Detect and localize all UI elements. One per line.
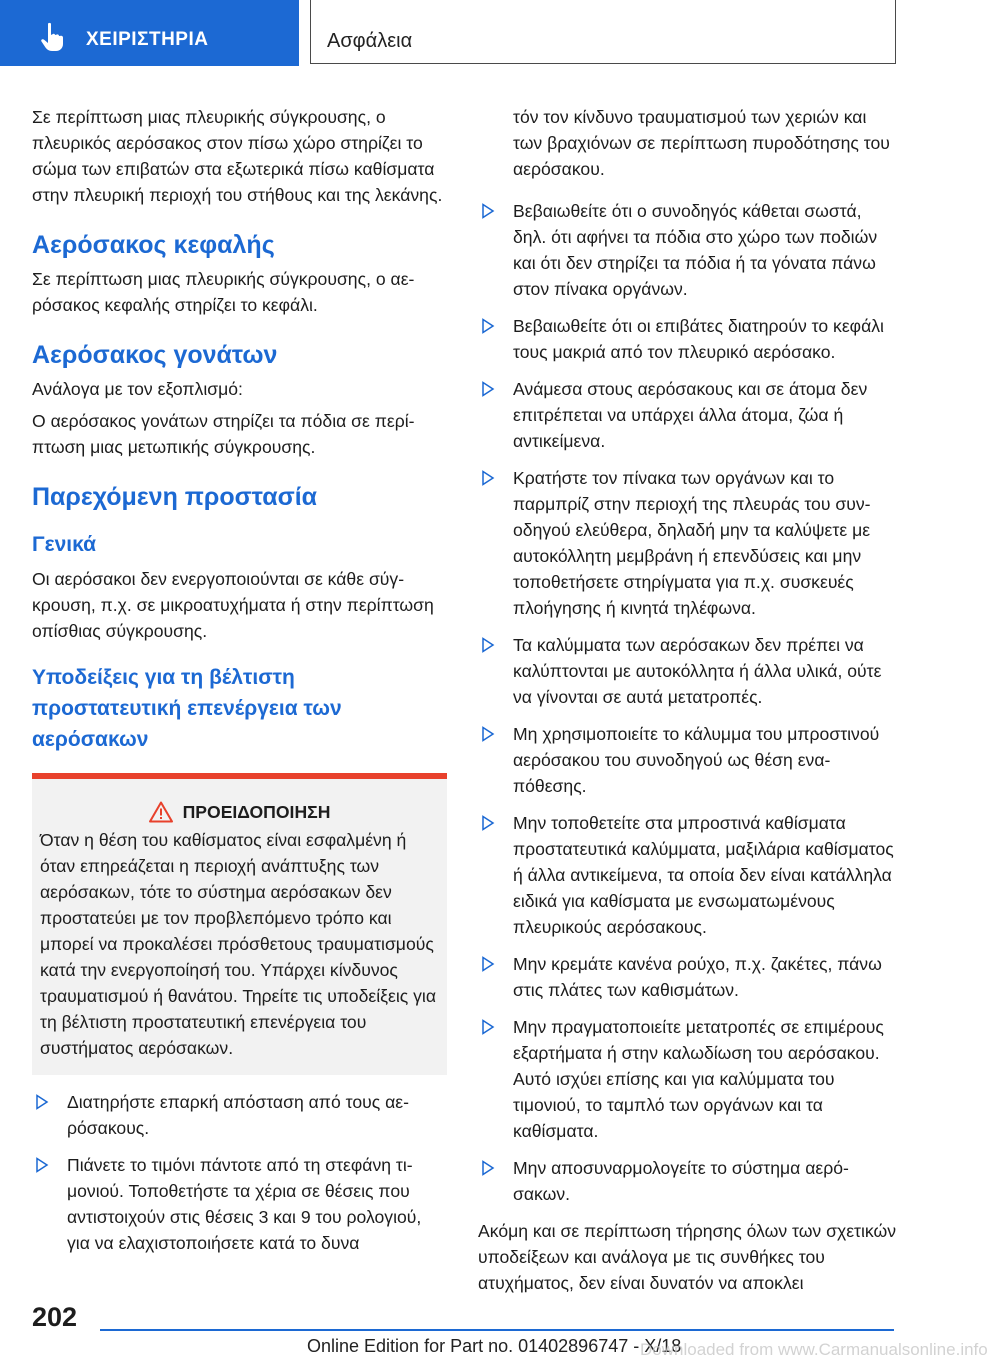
list-item: Πιάνετε το τιμόνι πάντοτε από τη στεφάνη τιμονιού. Τοποθετήστε τα χέρια σε θέσεις που αντιστοιχούν στις θέσεις 3 και 9 του ρολογιού, για να ελαχιστοποιήσετε κατά το δυνα [32, 1152, 447, 1256]
list-item: Τα καλύμματα των αερόσακων δεν πρέπει να καλύπτονται με αυτοκόλλητα ή άλλα υλικά, ούτε να γίνονται σε αυτά μετατροπές. [478, 632, 898, 710]
section-tab[interactable] [0, 0, 299, 66]
list-item: Μην αποσυναρμολογείτε το σύστημα αερόσακων. [478, 1155, 898, 1207]
general-text: Οι αερόσακοι δεν ενεργοποιούνται σε κάθε σύγκρουση, π.χ. σε μικροατυχήματα ή στην περίπτωση οπίσθιας σύγκρουσης. [32, 569, 434, 641]
right-column [478, 104, 898, 1302]
hand-pointer-icon [40, 22, 66, 52]
list-item: Βεβαιωθείτε ότι ο συνοδηγός κάθεται σωστά, δηλ. ότι αφήνει τα πόδια στο χώρο των ποδιών και ότι δεν στηρίζει τα πόδια ή τα γόνατα πάνω στον πίνακα οργάνων. [478, 198, 898, 302]
bullet-triangle-icon [481, 726, 495, 742]
bullet-triangle-icon [35, 1157, 49, 1173]
chapter-header [310, 0, 896, 64]
bullet-triangle-icon [35, 1094, 49, 1110]
left-column [32, 104, 447, 1267]
heading-knee-airbag: Αερόσακος γονάτων [32, 341, 278, 369]
heading-tips: Υποδείξεις για τη βέλτιστη προστατευτική επενέργεια των αερόσακων [32, 666, 342, 751]
warning-triangle-icon [149, 801, 173, 823]
list-item: Βεβαιωθείτε ότι οι επιβάτες διατηρούν το κεφάλι τους μακριά από τον πλευρικό αερόσακο. [478, 313, 898, 365]
edition-footer: Online Edition for Part no. 01402896747 - X/18 [307, 1336, 682, 1356]
list-item: Μην πραγματοποιείτε μετατροπές σε επιμέρους εξαρτήματα ή στην καλωδίωση του αερόσακου. Αυτό ισχύει επίσης και για καλύμματα του τιμονιού, το ταμπλό των οργάνων και τα καθίσματα. [478, 1014, 898, 1144]
bullet-triangle-icon [481, 1160, 495, 1176]
list-item: Ανάμεσα στους αερόσακους και σε άτομα δεν επιτρέπεται να υπάρχει άλλα άτομα, ζώα ή αντικείμενα. [478, 376, 898, 454]
bullet-triangle-icon [481, 381, 495, 397]
bullet-triangle-icon [481, 203, 495, 219]
bullet-triangle-icon [481, 815, 495, 831]
knee-airbag-text: Ο αερόσακος γονάτων στηρίζει τα πόδια σε περίπτωση μιας μετωπικής σύγκρουσης. [32, 411, 415, 457]
list-item: Διατηρήστε επαρκή απόσταση από τους αερόσακους. [32, 1089, 447, 1141]
continued-bullet-text: τόν τον κίνδυνο τραυματισμού των χεριών και των βραχιόνων σε περίπτωση πυροδότησης του αερόσακου. [513, 107, 890, 179]
heading-protection: Παρεχόμενη προστασία [32, 483, 318, 511]
bullet-triangle-icon [481, 637, 495, 653]
heading-head-airbag: Αερόσακος κεφαλής [32, 231, 275, 259]
left-bullet-list [32, 1089, 447, 1256]
head-airbag-text: Σε περίπτωση μιας πλευρικής σύγκρουσης, ο αερόσακος κεφαλής στηρίζει το κεφάλι. [32, 269, 415, 315]
warning-text: Όταν η θέση του καθίσματος είναι εσφαλμένη ή όταν επηρεάζεται η περιοχή ανάπτυξης των αερόσακων, τότε το σύστημα αερόσακων δεν προστατεύει με τον προβλεπόμενο τρόπο και μπορεί να προκαλέσει πρόσθετους τραυματισμούς κατά την ενεργοποίησή του. Υπάρχει κίνδυνος τραυματισμού ή θανάτου. Τηρείτε τις υποδείξεις για τη βέλτιστη προστατευτική επενέργεια του συστήματος αερόσακων. [40, 830, 436, 1058]
bullet-triangle-icon [481, 318, 495, 334]
chapter-title: Ασφάλεια [327, 30, 413, 52]
closing-paragraph: Ακόμη και σε περίπτωση τήρησης όλων των σχετικών υποδείξεων και ανάλογα με τις συνθήκες του ατυχήματος, δεν είναι δυνατόν να αποκλει [478, 1221, 897, 1293]
bullet-triangle-icon [481, 470, 495, 486]
list-item: Κρατήστε τον πίνακα των οργάνων και το παρμπρίζ στην περιοχή της πλευράς του συνοδηγού ελεύθερα, δηλαδή μην τα καλύψετε με αυτοκόλλητη μεμβράνη ή επενδύσεις και μην τοποθετήσετε στηρίγματα για π.χ. συσκευές πλοήγησης ή κινητά τηλέφωνα. [478, 465, 898, 621]
page-number: 202 [32, 1302, 78, 1332]
section-label: ΧΕΙΡΙΣΤΗΡΙΑ [86, 29, 209, 50]
knee-airbag-note: Ανάλογα με τον εξοπλισμό: [32, 379, 243, 399]
list-item: Μην κρεμάτε κανένα ρούχο, π.χ. ζακέτες, πάνω στις πλάτες των καθισμάτων. [478, 951, 898, 1003]
watermark-logo: Downloaded from www.Carmanualsonline.info [640, 1340, 988, 1359]
right-bullet-list [478, 198, 898, 1207]
intro-paragraph: Σε περίπτωση μιας πλευρικής σύγκρουσης, ο πλευρικός αερόσακος στον πίσω χώρο στηρίζει το σώμα των επιβατών στα εξωτερικά πίσω καθίσματα στην πλευρική περιοχή του στήθους και της λεκάνης. [32, 107, 443, 205]
heading-general: Γενικά [32, 533, 97, 556]
warning-header [40, 801, 439, 823]
list-item: Μη χρησιμοποιείτε το κάλυμμα του μπροστινού αερόσακου του συνοδηγού ως θέση εναπόθεσης. [478, 721, 898, 799]
footer-divider [100, 1329, 894, 1331]
list-item: Μην τοποθετείτε στα μπροστινά καθίσματα προστατευτικά καλύμματα, μαξιλάρια καθίσματος ή άλλα αντικείμενα, τα οποία δεν είναι κατάλληλα ειδικά για καθίσματα με ενσωματωμένους πλευρικούς αερόσακους. [478, 810, 898, 940]
warning-box [32, 773, 447, 1075]
warning-title: ΠΡΟΕΙΔΟΠΟΙΗΣΗ [182, 801, 331, 822]
bullet-triangle-icon [481, 956, 495, 972]
bullet-triangle-icon [481, 1019, 495, 1035]
